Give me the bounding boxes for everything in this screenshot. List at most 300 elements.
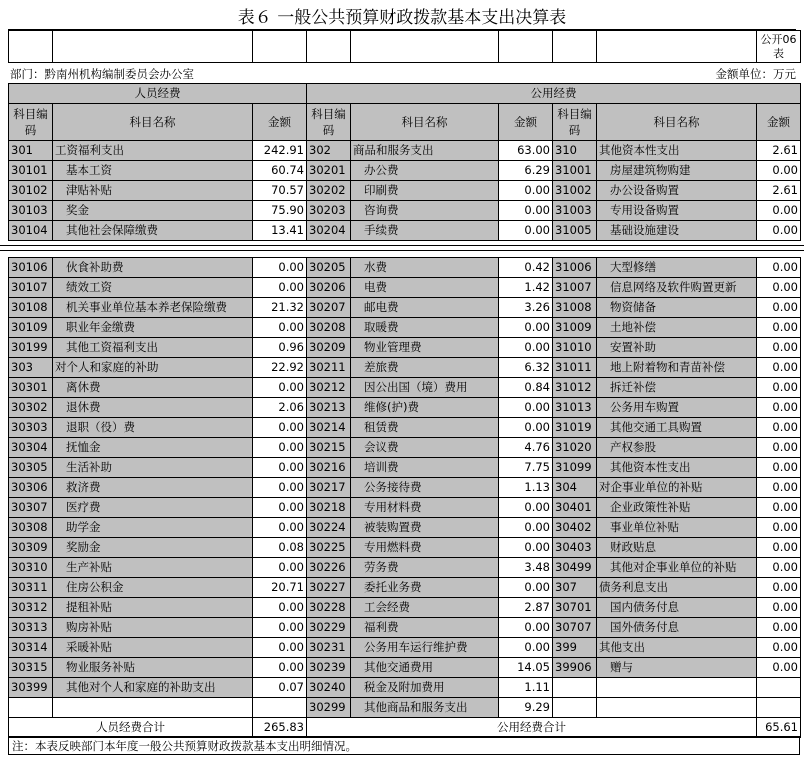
amount-cell: 0.00	[499, 201, 553, 221]
amount-cell: 0.00	[499, 338, 553, 358]
name-cell: 福利费	[351, 618, 499, 638]
table-row	[9, 578, 801, 598]
amount-cell: 4.76	[499, 438, 553, 458]
amount-cell: 0.42	[499, 258, 553, 278]
amount-cell: 1.13	[499, 478, 553, 498]
name-cell: 专用材料费	[351, 498, 499, 518]
amount-cell: 0.00	[499, 418, 553, 438]
table-row	[9, 518, 801, 538]
amount-cell: 0.00	[253, 318, 307, 338]
code-cell: 31019	[553, 418, 597, 438]
main-table-top	[8, 83, 801, 241]
name-cell: 咨询费	[351, 201, 499, 221]
name-cell: 基础设施建设	[597, 221, 757, 241]
name-cell: 其他资本性支出	[597, 458, 757, 478]
amount-header: 金额	[499, 104, 553, 141]
amount-cell: 0.00	[253, 418, 307, 438]
amount-cell: 0.00	[499, 518, 553, 538]
code-cell: 30225	[307, 538, 351, 558]
code-cell: 31012	[553, 378, 597, 398]
name-cell: 助学金	[53, 518, 253, 538]
name-cell: 企业政策性补贴	[597, 498, 757, 518]
name-cell: 专用燃料费	[351, 538, 499, 558]
name-cell: 对个人和家庭的补助	[53, 358, 253, 378]
form-code: 公开06表	[757, 31, 801, 63]
name-cell: 国内债务付息	[597, 598, 757, 618]
code-cell: 30214	[307, 418, 351, 438]
amount-cell: 0.00	[253, 598, 307, 618]
public-header: 公用经费	[307, 84, 801, 104]
amount-cell: 0.00	[253, 438, 307, 458]
table-row	[9, 161, 801, 181]
code-cell: 31013	[553, 398, 597, 418]
amount-cell: 0.00	[253, 618, 307, 638]
code-cell: 30312	[9, 598, 53, 618]
name-cell: 生产补贴	[53, 558, 253, 578]
code-cell: 30310	[9, 558, 53, 578]
name-cell: 安置补助	[597, 338, 757, 358]
code-cell: 30302	[9, 398, 53, 418]
amount-cell: 0.00	[757, 438, 801, 458]
table-row	[9, 618, 801, 638]
code-cell: 30227	[307, 578, 351, 598]
amount-cell: 14.05	[499, 658, 553, 678]
amount-cell: 0.00	[757, 618, 801, 638]
name-cell: 差旅费	[351, 358, 499, 378]
code-cell: 30304	[9, 438, 53, 458]
code-cell: 30215	[307, 438, 351, 458]
name-cell: 维修(护)费	[351, 398, 499, 418]
name-cell: 公务用车购置	[597, 398, 757, 418]
name-cell	[597, 698, 757, 718]
code-cell: 30218	[307, 498, 351, 518]
table-row	[9, 538, 801, 558]
personnel-total-value: 265.83	[253, 718, 307, 738]
code-cell: 31003	[553, 201, 597, 221]
amount-cell: 0.00	[757, 538, 801, 558]
name-cell: 其他资本性支出	[597, 141, 757, 161]
name-cell: 物业服务补贴	[53, 658, 253, 678]
amount-cell: 0.00	[757, 558, 801, 578]
amount-cell: 0.00	[757, 638, 801, 658]
code-cell: 302	[307, 141, 351, 161]
amount-cell: 0.00	[253, 658, 307, 678]
code-cell: 31002	[553, 181, 597, 201]
code-cell: 30399	[9, 678, 53, 698]
code-cell	[9, 698, 53, 718]
code-cell: 30212	[307, 378, 351, 398]
amount-cell: 2.87	[499, 598, 553, 618]
table-row	[9, 558, 801, 578]
code-cell: 30299	[307, 698, 351, 718]
code-cell: 399	[553, 638, 597, 658]
amount-cell: 0.00	[757, 338, 801, 358]
code-cell: 31011	[553, 358, 597, 378]
code-cell: 30109	[9, 318, 53, 338]
amount-cell: 2.61	[757, 181, 801, 201]
amount-cell: 21.32	[253, 298, 307, 318]
name-cell: 工资福利支出	[53, 141, 253, 161]
code-cell: 30201	[307, 161, 351, 181]
amount-cell: 0.00	[253, 518, 307, 538]
name-cell: 抚恤金	[53, 438, 253, 458]
amount-cell: 0.00	[757, 221, 801, 241]
code-cell: 30240	[307, 678, 351, 698]
name-cell: 其他对个人和家庭的补助支出	[53, 678, 253, 698]
amount-cell: 1.42	[499, 278, 553, 298]
report-title: 表６ 一般公共预算财政拨款基本支出决算表	[237, 8, 567, 28]
name-cell: 土地补偿	[597, 318, 757, 338]
name-cell: 劳务费	[351, 558, 499, 578]
name-cell: 大型修缮	[597, 258, 757, 278]
amount-cell	[253, 698, 307, 718]
amount-cell: 0.00	[757, 318, 801, 338]
code-cell: 30308	[9, 518, 53, 538]
name-cell: 其他交通工具购置	[597, 418, 757, 438]
code-cell: 30206	[307, 278, 351, 298]
amount-cell: 242.91	[253, 141, 307, 161]
frozen-pane-divider	[0, 245, 804, 251]
code-cell: 30209	[307, 338, 351, 358]
amount-cell	[757, 678, 801, 698]
amount-cell: 2.06	[253, 398, 307, 418]
code-cell: 30106	[9, 258, 53, 278]
code-cell: 30315	[9, 658, 53, 678]
name-cell: 采暖补贴	[53, 638, 253, 658]
code-cell: 30231	[307, 638, 351, 658]
amount-cell: 0.00	[253, 478, 307, 498]
code-header: 科目编码	[9, 104, 53, 141]
blank-grid	[8, 30, 801, 63]
table-row	[9, 318, 801, 338]
code-cell: 30305	[9, 458, 53, 478]
amount-cell: 0.00	[757, 161, 801, 181]
name-cell: 国外债务付息	[597, 618, 757, 638]
personnel-total-label: 人员经费合计	[9, 718, 253, 738]
name-cell: 退职（役）费	[53, 418, 253, 438]
code-cell: 30301	[9, 378, 53, 398]
name-cell: 邮电费	[351, 298, 499, 318]
code-cell: 30217	[307, 478, 351, 498]
code-cell: 31099	[553, 458, 597, 478]
amount-cell: 0.00	[757, 278, 801, 298]
code-cell: 30216	[307, 458, 351, 478]
amount-cell: 0.00	[499, 181, 553, 201]
code-cell: 30403	[553, 538, 597, 558]
name-cell: 因公出国（境）费用	[351, 378, 499, 398]
name-cell: 培训费	[351, 458, 499, 478]
code-cell: 30701	[553, 598, 597, 618]
name-header: 科目名称	[597, 104, 757, 141]
code-cell	[553, 698, 597, 718]
code-cell: 30226	[307, 558, 351, 578]
code-cell: 30207	[307, 298, 351, 318]
code-cell: 310	[553, 141, 597, 161]
code-header: 科目编码	[307, 104, 351, 141]
code-cell: 31001	[553, 161, 597, 181]
table-row	[9, 478, 801, 498]
table-row	[9, 141, 801, 161]
code-cell: 30224	[307, 518, 351, 538]
amount-cell: 75.90	[253, 201, 307, 221]
table-row	[9, 378, 801, 398]
amount-cell: 0.00	[757, 258, 801, 278]
name-cell: 工会经费	[351, 598, 499, 618]
amount-cell: 0.00	[253, 378, 307, 398]
code-cell: 303	[9, 358, 53, 378]
code-cell: 30103	[9, 201, 53, 221]
amount-cell: 1.11	[499, 678, 553, 698]
name-cell: 其他交通费用	[351, 658, 499, 678]
name-header: 科目名称	[53, 104, 253, 141]
amount-cell: 70.57	[253, 181, 307, 201]
code-cell: 30208	[307, 318, 351, 338]
amount-cell: 13.41	[253, 221, 307, 241]
personnel-header: 人员经费	[9, 84, 307, 104]
amount-cell: 0.00	[499, 221, 553, 241]
amount-cell: 0.00	[757, 518, 801, 538]
name-cell: 其他工资福利支出	[53, 338, 253, 358]
amount-cell: 0.00	[499, 578, 553, 598]
amount-cell: 0.00	[499, 618, 553, 638]
code-cell: 31007	[553, 278, 597, 298]
code-cell: 30107	[9, 278, 53, 298]
name-cell: 办公费	[351, 161, 499, 181]
amount-cell: 0.00	[499, 538, 553, 558]
name-cell: 手续费	[351, 221, 499, 241]
table-row	[9, 338, 801, 358]
amount-cell: 0.00	[253, 258, 307, 278]
name-cell: 购房补贴	[53, 618, 253, 638]
amount-cell: 0.00	[499, 498, 553, 518]
code-cell: 30228	[307, 598, 351, 618]
table-row	[9, 418, 801, 438]
code-cell: 39906	[553, 658, 597, 678]
amount-header: 金额	[253, 104, 307, 141]
amount-cell: 3.48	[499, 558, 553, 578]
code-cell: 30303	[9, 418, 53, 438]
name-cell: 产权参股	[597, 438, 757, 458]
public-total-value: 65.61	[757, 718, 801, 738]
main-table-bottom	[8, 257, 801, 738]
code-cell: 31005	[553, 221, 597, 241]
name-cell: 职业年金缴费	[53, 318, 253, 338]
code-cell: 301	[9, 141, 53, 161]
amount-cell: 0.00	[253, 458, 307, 478]
name-cell: 被装购置费	[351, 518, 499, 538]
amount-cell: 0.00	[757, 378, 801, 398]
code-cell: 30101	[9, 161, 53, 181]
code-cell: 30205	[307, 258, 351, 278]
amount-header: 金额	[757, 104, 801, 141]
code-cell: 30306	[9, 478, 53, 498]
code-cell: 31020	[553, 438, 597, 458]
table-row	[9, 258, 801, 278]
name-cell: 其他对企事业单位的补贴	[597, 558, 757, 578]
name-cell: 奖励金	[53, 538, 253, 558]
amount-cell: 0.00	[253, 278, 307, 298]
name-cell	[53, 698, 253, 718]
name-cell: 电费	[351, 278, 499, 298]
code-cell	[553, 678, 597, 698]
amount-cell: 6.32	[499, 358, 553, 378]
name-cell: 提租补贴	[53, 598, 253, 618]
code-cell: 30199	[9, 338, 53, 358]
table-row	[9, 278, 801, 298]
name-cell: 其他支出	[597, 638, 757, 658]
code-header: 科目编码	[553, 104, 597, 141]
name-cell: 财政贴息	[597, 538, 757, 558]
amount-cell: 0.00	[757, 418, 801, 438]
name-cell: 其他商品和服务支出	[351, 698, 499, 718]
code-cell: 30313	[9, 618, 53, 638]
amount-cell: 0.00	[499, 398, 553, 418]
code-cell: 30311	[9, 578, 53, 598]
code-cell: 30204	[307, 221, 351, 241]
amount-cell: 0.00	[757, 498, 801, 518]
code-cell: 307	[553, 578, 597, 598]
name-cell: 基本工资	[53, 161, 253, 181]
table-row	[9, 298, 801, 318]
name-cell: 商品和服务支出	[351, 141, 499, 161]
table-row	[9, 201, 801, 221]
amount-cell	[757, 698, 801, 718]
code-cell: 30307	[9, 498, 53, 518]
table-row	[9, 638, 801, 658]
amount-cell: 60.74	[253, 161, 307, 181]
amount-cell: 63.00	[499, 141, 553, 161]
name-cell: 救济费	[53, 478, 253, 498]
table-row	[9, 458, 801, 478]
public-total-label: 公用经费合计	[307, 718, 757, 738]
name-cell: 物资储备	[597, 298, 757, 318]
footnote: 注：本表反映部门本年度一般公共预算财政拨款基本支出明细情况。	[8, 736, 800, 755]
name-cell: 拆迁补偿	[597, 378, 757, 398]
amount-cell: 0.00	[757, 578, 801, 598]
name-cell: 伙食补助费	[53, 258, 253, 278]
amount-cell: 0.00	[253, 638, 307, 658]
code-cell: 30108	[9, 298, 53, 318]
amount-cell: 6.29	[499, 161, 553, 181]
table-row	[9, 658, 801, 678]
amount-cell: 0.00	[253, 498, 307, 518]
name-cell: 专用设备购置	[597, 201, 757, 221]
name-cell: 机关事业单位基本养老保险缴费	[53, 298, 253, 318]
code-cell: 30211	[307, 358, 351, 378]
amount-cell: 0.00	[253, 558, 307, 578]
code-cell: 30203	[307, 201, 351, 221]
name-cell: 公务用车运行维护费	[351, 638, 499, 658]
amount-cell: 22.92	[253, 358, 307, 378]
code-cell: 31006	[553, 258, 597, 278]
table-row	[9, 398, 801, 418]
amount-cell: 0.00	[757, 598, 801, 618]
code-cell: 304	[553, 478, 597, 498]
amount-cell: 0.00	[757, 398, 801, 418]
code-cell: 30239	[307, 658, 351, 678]
name-cell: 会议费	[351, 438, 499, 458]
department-label: 部门：黔南州机构编制委员会办公室	[10, 67, 194, 81]
amount-cell: 7.75	[499, 458, 553, 478]
name-cell: 水费	[351, 258, 499, 278]
name-cell: 退休费	[53, 398, 253, 418]
name-cell: 地上附着物和青苗补偿	[597, 358, 757, 378]
code-cell: 30401	[553, 498, 597, 518]
amount-cell: 0.96	[253, 338, 307, 358]
name-cell: 对企事业单位的补贴	[597, 478, 757, 498]
name-cell: 医疗费	[53, 498, 253, 518]
name-cell: 赠与	[597, 658, 757, 678]
code-cell: 31010	[553, 338, 597, 358]
name-cell: 债务利息支出	[597, 578, 757, 598]
table-row	[9, 698, 801, 718]
name-cell: 办公设备购置	[597, 181, 757, 201]
amount-cell: 0.00	[757, 298, 801, 318]
name-cell: 公务接待费	[351, 478, 499, 498]
name-cell: 租赁费	[351, 418, 499, 438]
name-cell: 生活补助	[53, 458, 253, 478]
name-cell: 其他社会保障缴费	[53, 221, 253, 241]
code-cell: 30309	[9, 538, 53, 558]
name-cell: 离休费	[53, 378, 253, 398]
name-cell: 税金及附加费用	[351, 678, 499, 698]
code-cell: 30213	[307, 398, 351, 418]
table-row	[9, 221, 801, 241]
name-cell: 印刷费	[351, 181, 499, 201]
code-cell: 31009	[553, 318, 597, 338]
amount-cell: 0.00	[757, 658, 801, 678]
name-cell: 绩效工资	[53, 278, 253, 298]
table-row	[9, 498, 801, 518]
unit-label: 金额单位：万元	[715, 67, 796, 81]
amount-cell: 0.00	[757, 201, 801, 221]
name-cell: 房屋建筑物购建	[597, 161, 757, 181]
table-row	[9, 438, 801, 458]
code-cell: 30102	[9, 181, 53, 201]
name-cell: 物业管理费	[351, 338, 499, 358]
amount-cell: 9.29	[499, 698, 553, 718]
name-cell: 事业单位补贴	[597, 518, 757, 538]
name-cell: 奖金	[53, 201, 253, 221]
amount-cell: 0.07	[253, 678, 307, 698]
amount-cell: 0.00	[499, 638, 553, 658]
amount-cell: 0.00	[757, 358, 801, 378]
code-cell: 30314	[9, 638, 53, 658]
code-cell: 30202	[307, 181, 351, 201]
code-cell: 30402	[553, 518, 597, 538]
code-cell: 30229	[307, 618, 351, 638]
table-row	[9, 181, 801, 201]
code-cell: 30104	[9, 221, 53, 241]
meta-row	[8, 66, 800, 82]
amount-cell: 2.61	[757, 141, 801, 161]
table-row	[9, 358, 801, 378]
table-row	[9, 678, 801, 698]
name-cell: 取暖费	[351, 318, 499, 338]
amount-cell: 0.00	[757, 478, 801, 498]
name-cell: 信息网络及软件购置更新	[597, 278, 757, 298]
amount-cell: 3.26	[499, 298, 553, 318]
table-row	[9, 598, 801, 618]
amount-cell: 0.00	[757, 458, 801, 478]
name-cell	[597, 678, 757, 698]
name-header: 科目名称	[351, 104, 499, 141]
code-cell: 31008	[553, 298, 597, 318]
code-cell: 30707	[553, 618, 597, 638]
amount-cell: 0.00	[499, 318, 553, 338]
amount-cell: 0.84	[499, 378, 553, 398]
code-cell: 30499	[553, 558, 597, 578]
